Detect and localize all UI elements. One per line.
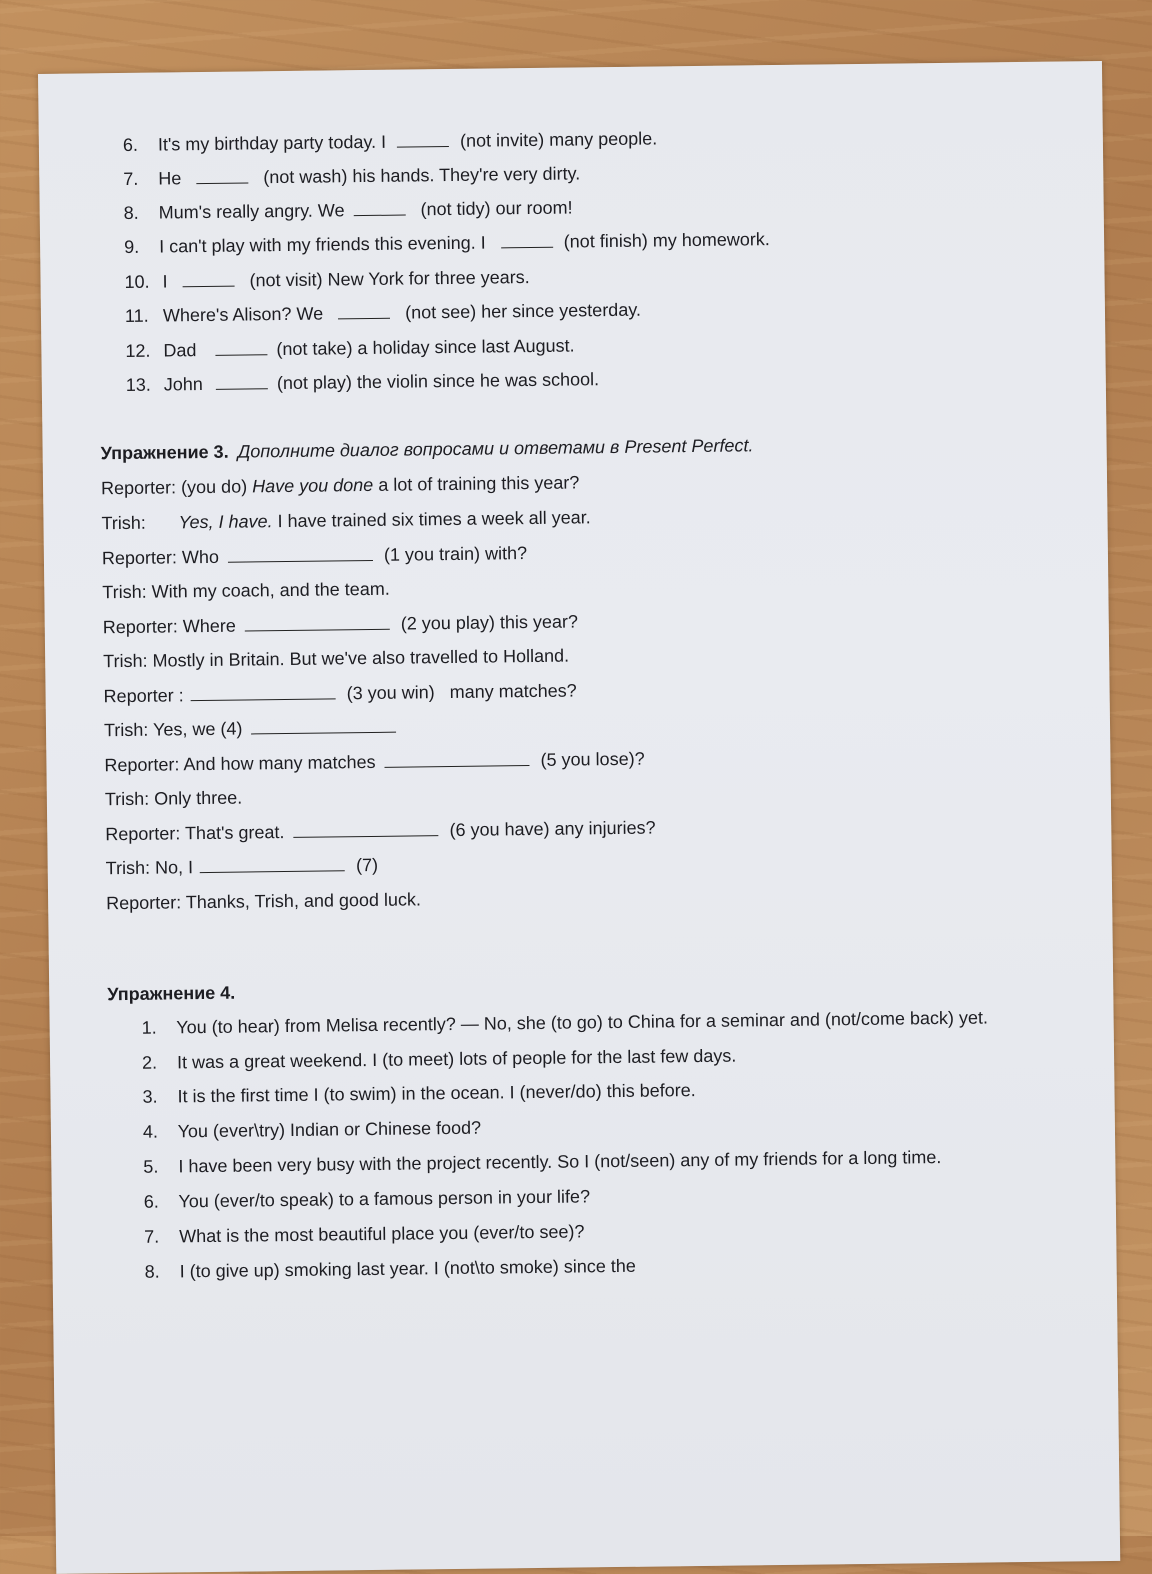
dialog-line (103, 679, 576, 707)
answer-blank (245, 614, 390, 632)
speaker-label: Trish: (101, 512, 146, 534)
list-item (143, 1117, 481, 1143)
item-number: 10. (124, 271, 150, 292)
item-text: You (ever\try) Indian or Chinese food? (177, 1117, 482, 1142)
list-item (143, 1146, 941, 1178)
dialog-line (105, 787, 243, 811)
answer-blank (182, 271, 234, 288)
dialog-line (102, 542, 527, 569)
item-text-after: (not invite) many people. (459, 128, 658, 151)
item-number: 3. (142, 1086, 158, 1107)
answer-blank (200, 855, 345, 873)
dialog-line (103, 610, 578, 638)
item-number: 6. (122, 134, 139, 155)
answer-blank (191, 683, 336, 701)
dialog-text: Trish: No, I (105, 857, 194, 879)
dialog-text: Reporter : (103, 685, 184, 707)
item-text-before: Mum's really angry. We (158, 200, 345, 223)
dialog-line (102, 578, 390, 604)
item-text-after: (not wash) his hands. They're very dirty. (263, 163, 581, 188)
exercise3-heading (101, 434, 754, 464)
exercise3-instruction: Дополните диалог вопросами и ответами в Present Perfect. (237, 435, 754, 462)
item-number: 6. (143, 1191, 159, 1212)
answer-blank (353, 200, 405, 217)
item-text-before: Where's Alison? We (162, 303, 324, 326)
list-item (123, 127, 658, 156)
item-number: 8. (144, 1261, 160, 1282)
item-number: 13. (125, 374, 151, 395)
dialog-text: I have trained six times a week all year. (277, 507, 591, 532)
list-item (144, 1185, 591, 1212)
dialog-text: (7) (355, 854, 379, 876)
dialog-line (104, 748, 644, 777)
item-number: 2. (141, 1052, 158, 1073)
answer-blank (216, 373, 268, 390)
dialog-text: Reporter: Who (101, 546, 220, 569)
item-text-after: (not visit) New York for three years. (249, 267, 530, 291)
item-number: 7. (123, 168, 139, 189)
item-text: I have been very busy with the project recently. So I (not/seen) any of my friends for a long time. (178, 1147, 942, 1177)
item-text: You (to hear) from Melisa recently? — No, she (to go) to China for a seminar and (not/come back) yet. (176, 1007, 989, 1038)
list-item (125, 334, 574, 361)
answer-blank (397, 131, 449, 148)
item-number: 8. (123, 202, 139, 223)
dialog-text: Reporter: Where (102, 615, 236, 638)
item-number: 4. (142, 1121, 159, 1142)
list-item (126, 368, 599, 396)
list-item (142, 1006, 989, 1038)
item-text-after: (not play) the violin since he was school. (276, 369, 600, 394)
answer-blank (293, 820, 438, 838)
dialog-text: Trish: Only three. (104, 787, 243, 810)
item-number: 1. (141, 1017, 157, 1038)
item-text: What is the most beautiful place you (ever/to see)? (179, 1221, 585, 1247)
dialog-line (106, 888, 421, 914)
dialog-text: (1 you train) with? (383, 543, 528, 565)
item-number: 5. (143, 1156, 159, 1177)
list-item (124, 196, 573, 223)
item-text-before: I can't play with my friends this evening. I (159, 232, 486, 257)
dialog-text: Reporter: Thanks, Trish, and good luck. (106, 889, 422, 914)
item-text: I (to give up) smoking last year. I (not\to smoke) since the (179, 1255, 636, 1282)
dialog-text: Reporter: That's great. (105, 822, 285, 845)
dialog-line-example-question (101, 471, 580, 499)
answer-blank (251, 717, 396, 735)
item-text: It was a great weekend. I (to meet) lots of people for the last few days. (176, 1045, 737, 1073)
dialog-text: Trish: With my coach, and the team. (102, 578, 390, 603)
dialog-line (106, 854, 379, 879)
exercise4-title: Упражнение 4. (107, 982, 236, 1005)
exercise3-title: Упражнение 3. (100, 441, 229, 464)
answer-blank (384, 750, 529, 768)
item-text-after: (not see) her since yesterday. (405, 299, 642, 323)
item-text-before: He (158, 168, 182, 189)
dialog-text: Trish: Mostly in Britain. But we've also travelled to Holland. (103, 645, 570, 672)
dialog-line (105, 817, 656, 846)
list-item (124, 266, 529, 293)
item-text-after: (not finish) my homework. (563, 229, 770, 252)
dialog-text: (5 you lose)? (540, 748, 645, 770)
example-answer: Have you done (252, 474, 374, 497)
dialog-text: (6 you have) any injuries? (449, 817, 656, 841)
answer-blank (228, 545, 373, 563)
dialog-line (104, 716, 397, 742)
list-item (142, 1045, 737, 1074)
item-number: 9. (123, 236, 140, 257)
dialog-text: a lot of training this year? (378, 472, 580, 495)
item-text-after: (not take) a holiday since last August. (276, 335, 575, 360)
item-number: 11. (124, 305, 149, 326)
answer-blank (215, 339, 267, 356)
dialog-text: Trish: Yes, we (4) (103, 718, 243, 741)
list-item (125, 299, 641, 327)
dialog-line (103, 645, 569, 673)
list-item (123, 162, 580, 190)
item-text: You (ever/to speak) to a famous person in your life? (178, 1186, 591, 1212)
item-text-before: Dad (163, 340, 197, 361)
dialog-text: (3 you win) many matches? (346, 680, 577, 704)
list-item (144, 1220, 584, 1247)
dialog-text: Reporter: And how many matches (104, 751, 376, 776)
answer-blank (501, 232, 553, 249)
item-number: 7. (144, 1226, 160, 1247)
item-text-before: It's my birthday party today. I (157, 131, 387, 155)
dialog-text: (2 you play) this year? (400, 611, 579, 634)
item-number: 12. (125, 340, 151, 361)
list-item (142, 1079, 695, 1108)
item-text-before: I (162, 271, 168, 292)
item-text-before: John (163, 374, 203, 395)
dialog-line-example-answer (101, 506, 590, 534)
list-item (145, 1255, 636, 1283)
item-text: It is the first time I (to swim) in the ocean. I (never/do) this before. (177, 1080, 696, 1107)
list-item (124, 228, 770, 258)
answer-blank (196, 167, 248, 184)
worksheet-page (38, 61, 1120, 1574)
dialog-text: Reporter: (you do) (100, 476, 248, 499)
example-answer: Yes, I have. (178, 511, 273, 533)
item-text-after: (not tidy) our room! (420, 197, 573, 220)
answer-blank (338, 303, 390, 320)
